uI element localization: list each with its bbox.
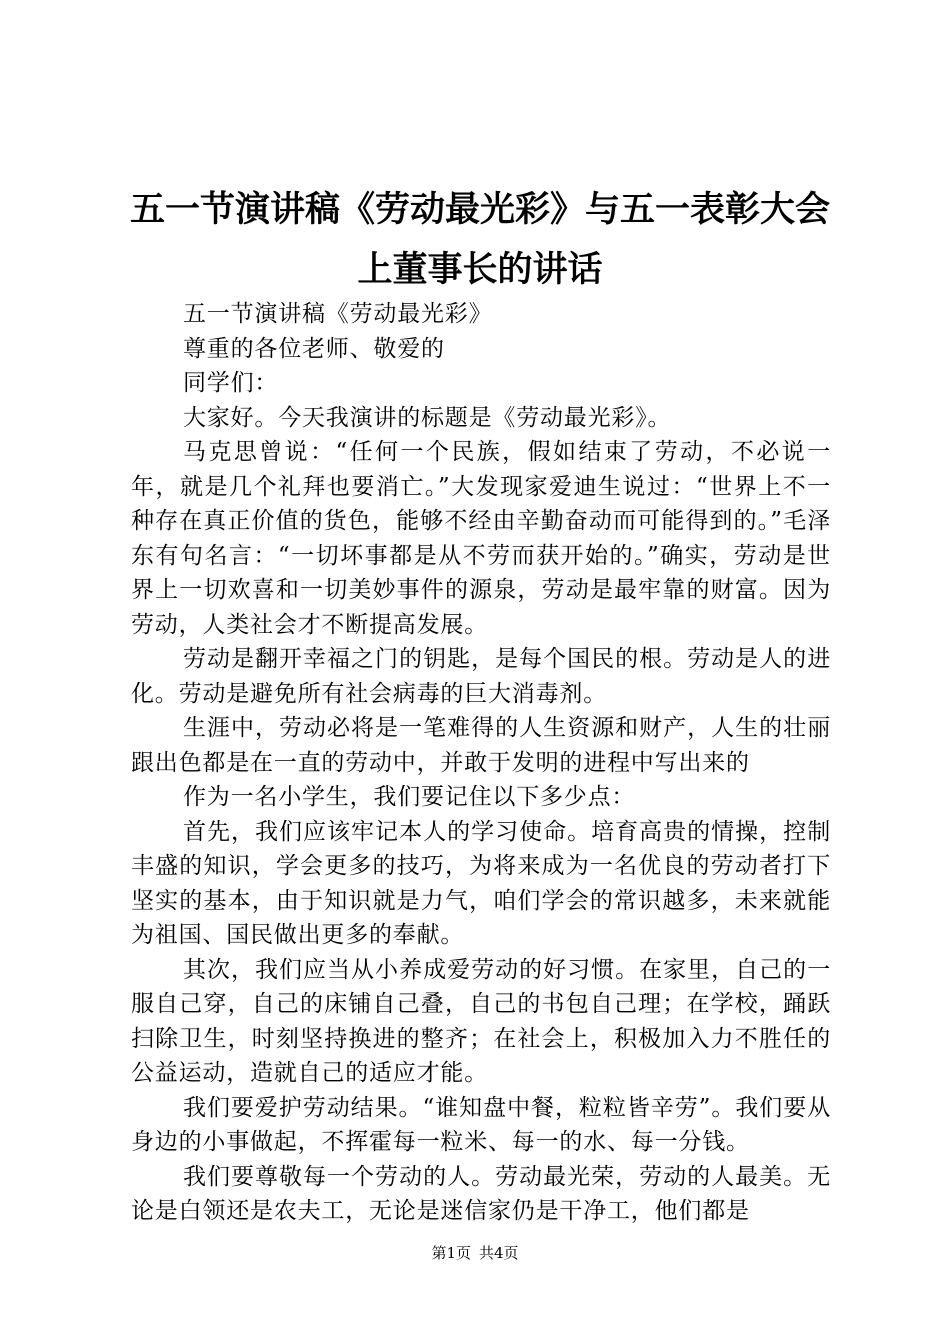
paragraph-greeting-1: 尊重的各位老师、敬爱的 <box>183 335 445 362</box>
document-body <box>131 297 831 1229</box>
paragraph-life: 生涯中，劳动必将是一笔难得的人生资源和财产，人生的壮丽跟出色都是在一直的劳动中，并敢于发明的进程中写出来的 <box>131 715 831 776</box>
page-number-current: 第1页 <box>431 1244 471 1262</box>
paragraph-cherish: 我们要爱护劳动结果。“谁知盘中餐，粒粒皆辛劳”。我们要从身边的小事做起，不挥霍每一粒米、每一的水、每一分钱。 <box>131 1094 831 1155</box>
paragraph-first: 首先，我们应该牢记本人的学习使命。培育高贵的情操，控制丰盛的知识，学会更多的技巧，为将来成为一名优良的劳动者打下坚实的基本，由于知识就是力气，咱们学会的常识越多，未来就能为祖国、国民做出更多的奉献。 <box>131 818 831 948</box>
paragraph-intro: 大家好。今天我演讲的标题是《劳动最光彩》。 <box>183 404 672 431</box>
paragraph-quotes: 马克思曾说：“任何一个民族，假如结束了劳动，不必说一年，就是几个礼拜也要消亡。”大发现家爱迪生说过：“世界上不一种存在真正价值的货色，能够不经由辛勤奋动而可能得到的。”毛泽东有句名言：“一切坏事都是从不劳而获开始的。”确实，劳动是世界上一切欢喜和一切美妙事件的源泉，劳动是最牢靠的财富。因为劳动，人类社会才不断提高发展。 <box>131 439 831 638</box>
paragraph-speech-title: 五一节演讲稿《劳动最光彩》 <box>183 301 493 327</box>
page-number-total: 共4页 <box>479 1244 519 1262</box>
paragraph-labor-key: 劳动是翻开幸福之门的钥匙，是每个国民的根。劳动是人的进化。劳动是避免所有社会病毒的巨大消毒剂。 <box>131 646 831 707</box>
page-footer <box>0 1243 950 1263</box>
paragraph-greeting-2: 同学们： <box>183 370 279 396</box>
paragraph-points-intro: 作为一名小学生，我们要记住以下多少点： <box>183 784 636 810</box>
document-title-line-2: 上董事长的讲话 <box>357 250 603 290</box>
document-title-line-1: 五一节演讲稿《劳动最光彩》与五一表彰大会 <box>129 190 830 230</box>
paragraph-respect: 我们要尊敬每一个劳动的人。劳动最光荣，劳动的人最美。无论是白领还是农夫工，无论是迷信家仍是干净工，他们都是 <box>131 1163 831 1224</box>
paragraph-second: 其次，我们应当从小养成爱劳动的好习惯。在家里，自己的一服自己穿，自己的床铺自己叠，自己的书包自己理；在学校，踊跃扫除卫生，时刻坚持换进的整齐；在社会上，积极加入力不胜任的公益运动，造就自己的适应才能。 <box>131 956 831 1086</box>
